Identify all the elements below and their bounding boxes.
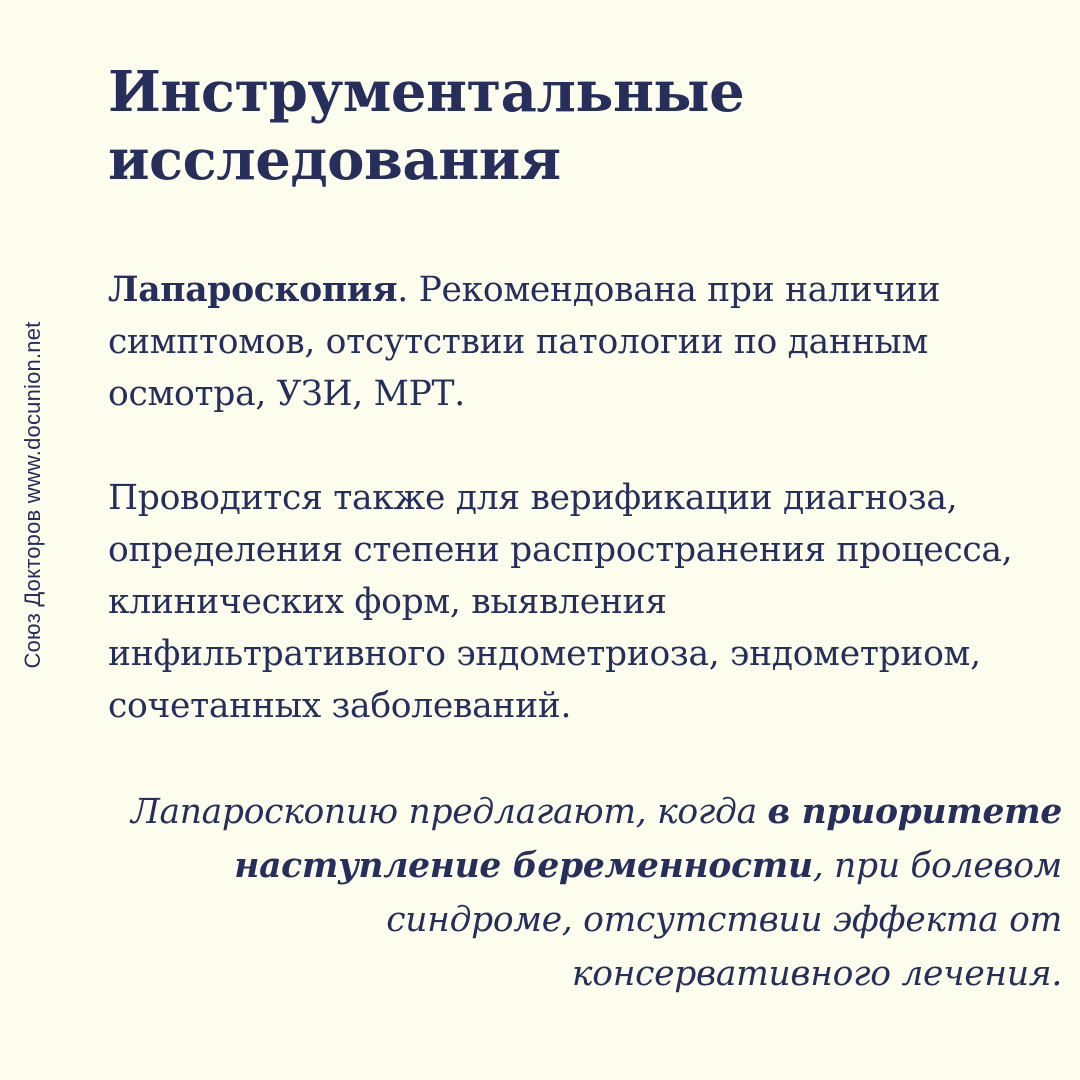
paragraph-line: клинических форм, выявления <box>108 582 667 622</box>
paragraph-line: инфильтративного эндометриоза, эндометриом, <box>108 634 981 674</box>
paragraph-line: осмотра, УЗИ, МРТ. <box>108 374 465 414</box>
paragraph-line: определения степени распространения процесса, <box>108 530 1013 570</box>
paragraph-line: Проводится также для верификации диагноза, <box>108 478 958 518</box>
quote-text: , при болевом <box>812 846 1062 886</box>
quote-text: Лапароскопию предлагают, когда <box>130 792 768 832</box>
quote-line <box>102 839 1062 893</box>
paragraph-line: симптомов, отсутствии патологии по данным <box>108 322 928 362</box>
indications-paragraph <box>108 472 1068 732</box>
quote-line <box>102 785 1062 839</box>
laparoscopy-term: Лапароскопия <box>108 270 398 310</box>
quote-line: консервативного лечения. <box>571 954 1062 994</box>
quote-emphasis: в приоритете <box>767 792 1062 832</box>
page-title-line-1: Инструментальные <box>108 59 745 125</box>
laparoscopy-paragraph <box>108 264 1068 420</box>
page-title-line-2: исследования <box>108 127 561 193</box>
paragraph-line: сочетанных заболеваний. <box>108 686 572 726</box>
quote-emphasis: наступление беременности <box>234 846 813 886</box>
paragraph-line <box>108 264 1068 316</box>
quote-line: синдроме, отсутствии эффекта от <box>386 900 1062 940</box>
paragraph-text: . Рекомендована при наличии <box>397 270 941 310</box>
highlight-quote <box>102 785 1062 1001</box>
site-credit: Союз Докторов www.docunion.net <box>20 321 45 669</box>
page-title <box>108 58 1048 194</box>
